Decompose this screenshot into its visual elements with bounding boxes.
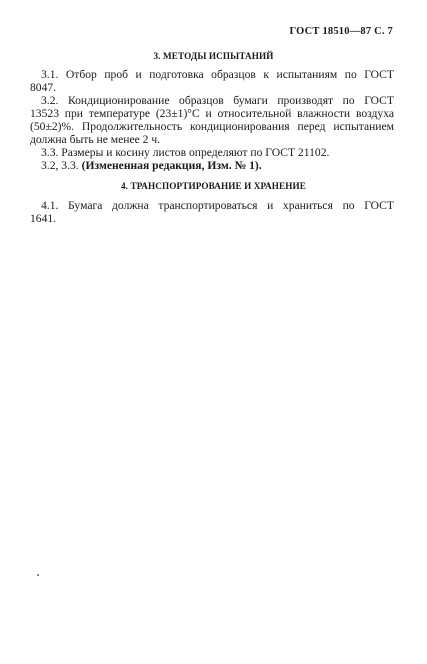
amendment-note	[30, 159, 394, 172]
paragraph-3-2-line-1: 3.2. Кондиционирование образцов бумаги производят по ГОСТ	[41, 94, 394, 107]
paragraph-3-2-line-3: (50±2)%. Продолжительность кондиционирования перед испытанием	[30, 120, 394, 133]
amendment-note-prefix: 3.2, 3.3.	[41, 159, 82, 172]
paragraph-3-3-line-1: 3.3. Размеры и косину листов определяют по ГОСТ 21102.	[41, 146, 330, 159]
paragraph-3-1-line-1: 3.1. Отбор проб и подготовка образцов к испытаниям по ГОСТ	[41, 68, 394, 81]
section-4-body	[30, 199, 394, 225]
paragraph-3-2-line-4: должна быть не менее 2 ч.	[30, 133, 161, 146]
paragraph-3-2-line-2: 13523 при температуре (23±1)°С и относительной влажности воздуха	[30, 107, 394, 120]
page-header: ГОСТ 18510—87 С. 7	[289, 26, 393, 37]
amendment-note-text: (Измененная редакция, Изм. № 1).	[81, 159, 262, 172]
section-3-heading: 3. МЕТОДЫ ИСПЫТАНИЙ	[153, 51, 274, 61]
paragraph-4-1-line-1: 4.1. Бумага должна транспортироваться и храниться по ГОСТ	[41, 199, 394, 212]
section-4-heading: 4. ТРАНСПОРТИРОВАНИЕ И ХРАНЕНИЕ	[120, 181, 306, 191]
section-3-body	[30, 68, 394, 172]
scan-speck	[37, 574, 39, 576]
paragraph-4-1-line-2: 1641.	[30, 212, 57, 225]
paragraph-3-1-line-2: 8047.	[30, 81, 57, 94]
